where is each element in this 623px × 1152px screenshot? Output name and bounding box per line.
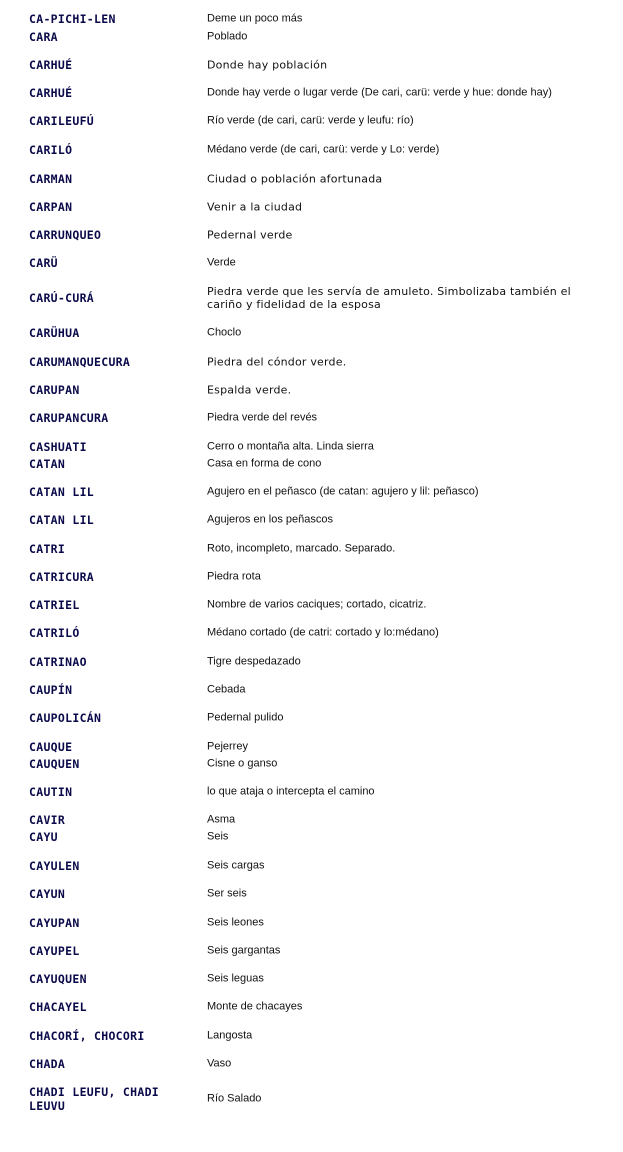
glossary-term: CA-PICHI-LEN [29, 12, 116, 26]
glossary-definition: lo que ataja o intercepta el camino [207, 785, 375, 798]
glossary-definition: Piedra rota [207, 570, 261, 583]
glossary-term: CAYULEN [29, 859, 80, 873]
glossary-definition: Pedernal pulido [207, 711, 284, 724]
glossary-term: CAYUPEL [29, 944, 80, 958]
glossary-definition: Agujeros en los peñascos [207, 513, 333, 526]
glossary-definition: Langosta [207, 1029, 253, 1042]
glossary-term: CARILÓ [29, 143, 73, 157]
glossary-term: CARHUÉ [29, 86, 73, 100]
glossary-term: CARHUÉ [29, 58, 73, 72]
glossary-term: CATAN LIL [29, 485, 95, 499]
glossary-definition: Donde hay población [207, 58, 328, 72]
glossary-definition: Monte de chacayes [207, 1000, 303, 1013]
glossary-term: CARILEUFÚ [29, 114, 95, 128]
glossary-definition: Agujero en el peñasco (de catan: agujero y lil: peñasco) [207, 485, 479, 498]
glossary-definition: Casa en forma de cono [207, 457, 322, 470]
glossary-definition: Cerro o montaña alta. Linda sierra [207, 440, 374, 453]
glossary-definition: Seis cargas [207, 859, 265, 872]
glossary-definition: Poblado [207, 30, 248, 43]
glossary-term: CAUQUE [29, 740, 73, 754]
glossary-definition: Río Salado [207, 1092, 262, 1105]
glossary-term: CATAN [29, 457, 66, 471]
glossary-definition: Río verde (de cari, carü: verde y leufu: río) [207, 114, 414, 127]
glossary-definition: Espalda verde. [207, 383, 292, 397]
glossary-term: CATRINAO [29, 655, 87, 669]
glossary-term: CAUQUEN [29, 757, 80, 771]
glossary-term: CAUPOLICÁN [29, 711, 102, 725]
glossary-term: CATRICURA [29, 570, 95, 584]
glossary-term: CATRI [29, 542, 66, 556]
glossary-term: CARUMANQUECURA [29, 355, 131, 369]
glossary-definition: Seis [207, 830, 229, 843]
glossary-term: CARMAN [29, 172, 73, 186]
glossary-definition: Cisne o ganso [207, 757, 278, 770]
glossary-definition: Piedra verde que les servía de amuleto. Simbolizaba también el cariño y fidelidad de la esposa [207, 285, 571, 311]
glossary-term: CATRILÓ [29, 626, 80, 640]
glossary-definition: Tigre despedazado [207, 655, 301, 668]
glossary-definition: Venir a la ciudad [207, 200, 303, 214]
glossary-term: CAUTIN [29, 785, 73, 799]
glossary-definition: Asma [207, 813, 236, 826]
glossary-definition: Ciudad o población afortunada [207, 172, 383, 186]
glossary-term: CAYUPAN [29, 916, 80, 930]
glossary-term: CARUPANCURA [29, 411, 109, 425]
glossary-term: CAYUN [29, 887, 66, 901]
glossary-definition: Seis leguas [207, 972, 264, 985]
glossary-definition: Médano verde (de cari, carü: verde y Lo: verde) [207, 143, 440, 156]
glossary-term: CASHUATI [29, 440, 87, 454]
glossary-term: CAVIR [29, 813, 66, 827]
glossary-definition: Médano cortado (de catri: cortado y lo:médano) [207, 626, 439, 639]
glossary-term: CARÜHUA [29, 326, 80, 340]
glossary-definition: Vaso [207, 1057, 232, 1070]
glossary-definition: Nombre de varios caciques; cortado, cicatriz. [207, 598, 427, 611]
glossary-definition: Deme un poco más [207, 12, 303, 25]
glossary-definition: Piedra del cóndor verde. [207, 355, 347, 369]
glossary-term: CHADI LEUFU, CHADI LEUVU [29, 1085, 160, 1113]
glossary-term: CARA [29, 30, 58, 44]
glossary-term: CARUPAN [29, 383, 80, 397]
glossary-term: CARPAN [29, 200, 73, 214]
glossary-term: CARRUNQUEO [29, 228, 102, 242]
glossary-definition: Ser seis [207, 887, 247, 900]
glossary-term: CAYU [29, 830, 58, 844]
glossary-definition: Piedra verde del revés [207, 411, 318, 424]
glossary-term: CARÜ [29, 256, 58, 270]
glossary-term: CAYUQUEN [29, 972, 87, 986]
glossary-term: CHACAYEL [29, 1000, 87, 1014]
glossary-definition: Pejerrey [207, 740, 248, 753]
glossary-term: CHACORÍ, CHOCORI [29, 1029, 145, 1043]
glossary-definition: Donde hay verde o lugar verde (De cari, carü: verde y hue: donde hay) [207, 86, 552, 99]
glossary-term: CATAN LIL [29, 513, 95, 527]
glossary-term: CAUPÍN [29, 683, 73, 697]
glossary-term: CATRIEL [29, 598, 80, 612]
glossary-definition: Verde [207, 256, 236, 269]
glossary-definition: Pedernal verde [207, 228, 293, 242]
glossary-definition: Choclo [207, 326, 242, 339]
glossary-definition: Roto, incompleto, marcado. Separado. [207, 542, 396, 555]
glossary-definition: Seis gargantas [207, 944, 281, 957]
glossary-definition: Cebada [207, 683, 246, 696]
glossary-term: CHADA [29, 1057, 66, 1071]
glossary-term: CARÚ-CURÁ [29, 291, 95, 305]
glossary-definition: Seis leones [207, 916, 264, 929]
